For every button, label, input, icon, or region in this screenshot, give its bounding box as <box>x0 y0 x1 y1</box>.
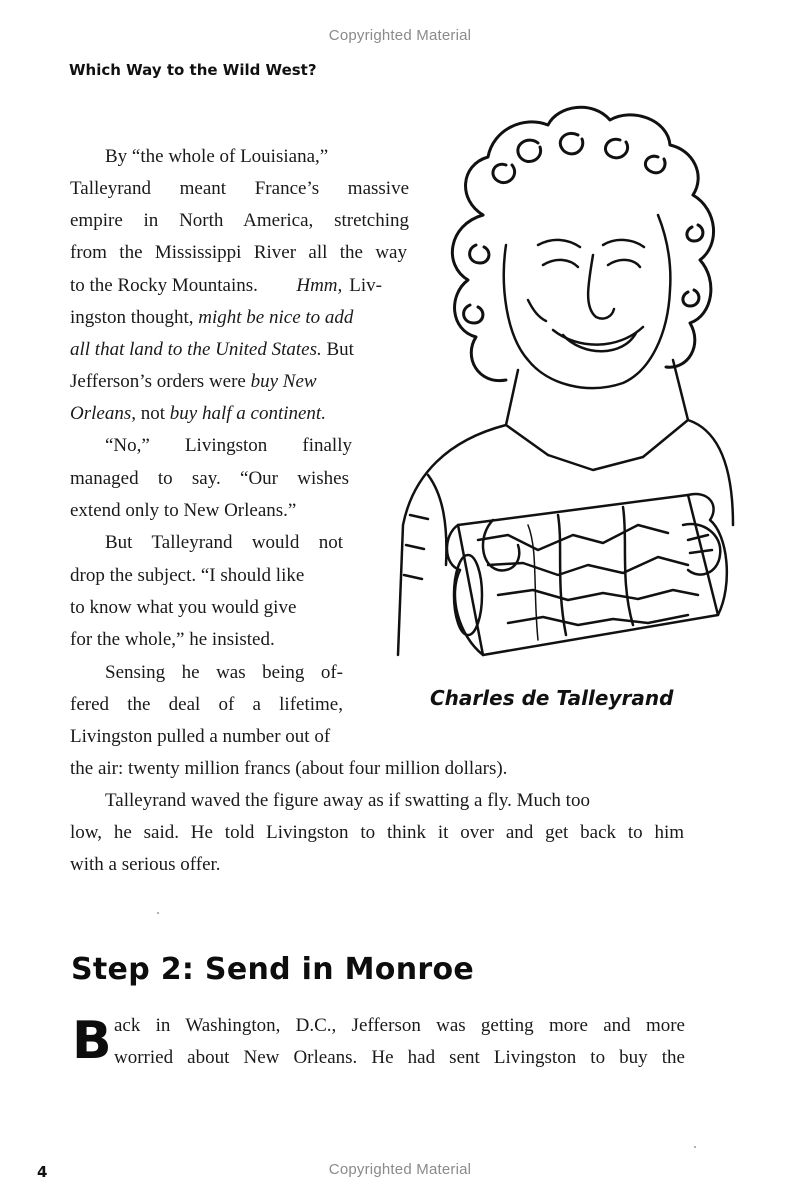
text-line: extend only to New Orleans.” <box>70 500 297 521</box>
map-scroll-shape <box>447 494 727 655</box>
italic-span: all that land to the United States. <box>70 339 322 360</box>
text-line: with a serious offer. <box>70 854 221 875</box>
coat-shape <box>398 360 733 655</box>
text-line: worried about New Orleans. He had sent Livingston to buy the <box>114 1047 685 1068</box>
text-line: Talleyrand meant France’s massive <box>70 178 409 199</box>
text-line: fered the deal of a lifetime, <box>70 694 343 715</box>
hands-shape <box>483 520 720 575</box>
text-line: Livingston pulled a number out of <box>70 726 331 747</box>
copyright-notice-top: Copyrighted Material <box>328 27 472 44</box>
italic-span: might be nice to add <box>198 307 354 328</box>
text-line: for the whole,” he insisted. <box>70 629 275 650</box>
text-line: Talleyrand waved the figure away as if swatting a fly. Much too <box>105 790 590 811</box>
text-line <box>70 339 354 361</box>
italic-span: Orleans, <box>70 403 136 424</box>
print-speck <box>157 912 159 914</box>
text-line: drop the subject. “I should like <box>70 565 305 586</box>
portrait-with-map-illustration <box>388 95 738 675</box>
text-line: to know what you would give <box>70 597 297 618</box>
text-line: the air: twenty million francs (about four million dollars). <box>70 758 508 779</box>
page-number: 4 <box>37 1163 48 1181</box>
text-line: managed to say. “Our wishes <box>70 468 349 489</box>
text-line: By “the whole of Louisiana,” <box>105 146 329 167</box>
text-line: But Talleyrand would not <box>105 532 343 553</box>
illustration-caption: Charles de Talleyrand <box>430 686 674 710</box>
text-span: ingston thought, <box>70 307 199 328</box>
drop-cap: B <box>72 1011 112 1071</box>
text-span: to the Rocky Mountains. <box>70 275 258 296</box>
text-line <box>70 307 353 329</box>
curly-hair-shape <box>452 107 713 380</box>
text-line <box>70 371 317 393</box>
text-span: not <box>135 403 170 424</box>
text-line: empire in North America, stretching <box>70 210 409 231</box>
text-span: But <box>321 339 354 360</box>
italic-span: buy half a continent. <box>169 403 326 424</box>
text-line: from the Mississippi River all the way <box>70 242 407 263</box>
text-line <box>70 275 382 297</box>
section-heading: Step 2: Send in Monroe <box>71 952 475 987</box>
italic-span: Hmm, <box>296 275 343 296</box>
print-speck <box>694 1146 696 1148</box>
running-head: Which Way to the Wild West? <box>69 61 317 79</box>
face-shape <box>504 215 671 388</box>
text-line: Sensing he was being of- <box>105 662 343 683</box>
text-line: “No,” Livingston finally <box>105 435 352 456</box>
italic-span: buy New <box>250 371 317 392</box>
copyright-notice-bottom: Copyrighted Material <box>328 1161 472 1178</box>
text-span: Liv- <box>349 275 382 296</box>
text-line <box>70 403 326 425</box>
text-line: ack in Washington, D.C., Jefferson was getting more and more <box>114 1015 685 1036</box>
text-span: Jefferson’s orders were <box>70 371 251 392</box>
text-line: low, he said. He told Livingston to think it over and get back to him <box>70 822 684 843</box>
